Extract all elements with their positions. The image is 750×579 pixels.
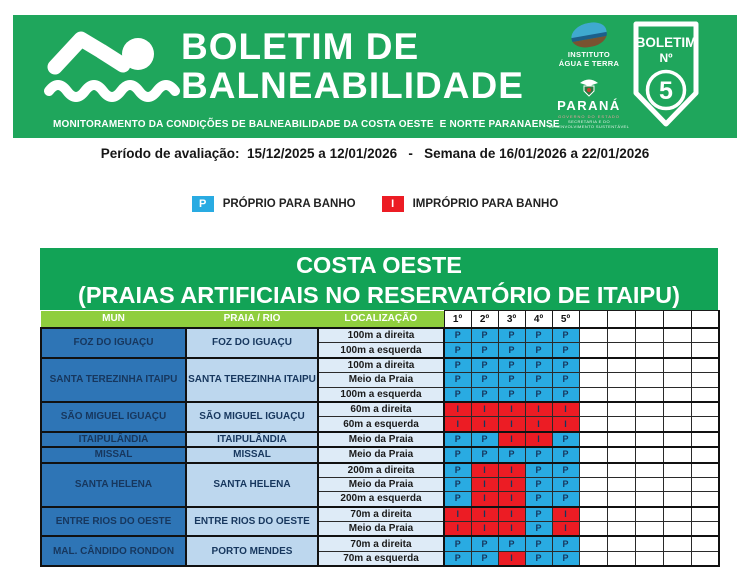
status-cell: I — [498, 432, 525, 447]
iat-logo-line2: ÁGUA E TERRA — [558, 59, 620, 68]
iat-leaf-icon — [569, 20, 609, 50]
iat-logo-line1: INSTITUTO — [567, 50, 611, 59]
empty-cell — [663, 402, 691, 417]
status-cell: P — [444, 447, 471, 462]
empty-cell — [579, 402, 607, 417]
status-cell: P — [444, 343, 471, 358]
column-header-4: 4º — [525, 311, 552, 329]
status-cell: I — [498, 551, 525, 566]
column-header-praiario: PRAIA / RIO — [186, 311, 318, 329]
status-cell: I — [525, 402, 552, 417]
empty-cell — [607, 477, 635, 491]
empty-cell — [579, 551, 607, 566]
swimmer-icon — [41, 21, 191, 116]
status-cell: I — [552, 417, 579, 432]
status-cell: P — [525, 343, 552, 358]
column-header-empty — [691, 311, 719, 329]
column-header-empty — [607, 311, 635, 329]
table-title-line2: (PRAIAS ARTIFICIAIS NO RESERVATÓRIO DE ITAIPU) — [78, 282, 680, 308]
status-cell: P — [552, 536, 579, 551]
parana-logo-sub2: SECRETARIA E DO — [568, 119, 610, 124]
column-header-2: 2º — [471, 311, 498, 329]
localizacao-cell: Meio da Praia — [318, 432, 444, 447]
empty-cell — [579, 373, 607, 387]
localizacao-cell: Meio da Praia — [318, 373, 444, 387]
empty-cell — [663, 358, 691, 373]
status-cell: P — [444, 536, 471, 551]
status-cell: I — [471, 463, 498, 478]
empty-cell — [579, 358, 607, 373]
column-header-1: 1º — [444, 311, 471, 329]
localizacao-cell: 200m a direita — [318, 463, 444, 478]
column-header-localizao: LOCALIZAÇÃO — [318, 311, 444, 329]
status-cell: P — [471, 358, 498, 373]
status-cell: I — [471, 522, 498, 537]
status-cell: P — [444, 492, 471, 507]
empty-cell — [663, 463, 691, 478]
empty-cell — [691, 402, 719, 417]
status-cell: I — [498, 402, 525, 417]
localizacao-cell: 70m a esquerda — [318, 551, 444, 566]
empty-cell — [663, 343, 691, 358]
localizacao-cell: 70m a direita — [318, 507, 444, 522]
status-cell: I — [471, 417, 498, 432]
status-cell: P — [525, 507, 552, 522]
parana-crest-icon — [579, 79, 599, 97]
empty-cell — [691, 477, 719, 491]
badge-number: 5 — [659, 77, 673, 105]
localizacao-cell: 200m a esquerda — [318, 492, 444, 507]
status-grid — [40, 310, 720, 567]
status-cell: P — [444, 328, 471, 343]
empty-cell — [691, 522, 719, 537]
empty-cell — [691, 358, 719, 373]
status-cell: I — [444, 417, 471, 432]
status-cell: I — [552, 507, 579, 522]
localizacao-cell: 100m a direita — [318, 328, 444, 343]
column-header-empty — [579, 311, 607, 329]
mun-cell: SÃO MIGUEL IGUAÇU — [41, 402, 186, 432]
status-cell: I — [498, 522, 525, 537]
empty-cell — [663, 417, 691, 432]
legend-proper-box: P — [192, 196, 214, 212]
status-cell: P — [552, 463, 579, 478]
column-header-mun: MUN — [41, 311, 186, 329]
status-cell: I — [552, 402, 579, 417]
empty-cell — [635, 551, 663, 566]
empty-cell — [663, 432, 691, 447]
status-cell: I — [552, 522, 579, 537]
empty-cell — [663, 373, 691, 387]
empty-cell — [579, 387, 607, 402]
praia-cell: ENTRE RIOS DO OESTE — [186, 507, 318, 537]
table-title — [40, 248, 718, 310]
empty-cell — [663, 477, 691, 491]
status-cell: P — [471, 328, 498, 343]
status-cell: I — [525, 432, 552, 447]
empty-cell — [663, 507, 691, 522]
mun-cell: FOZ DO IGUAÇU — [41, 328, 186, 358]
status-cell: P — [552, 373, 579, 387]
empty-cell — [635, 492, 663, 507]
status-cell: P — [444, 463, 471, 478]
empty-cell — [691, 507, 719, 522]
empty-cell — [691, 536, 719, 551]
praia-cell: PORTO MENDES — [186, 536, 318, 566]
empty-cell — [663, 328, 691, 343]
empty-cell — [691, 551, 719, 566]
empty-cell — [607, 492, 635, 507]
status-cell: P — [444, 387, 471, 402]
column-header-empty — [635, 311, 663, 329]
status-cell: I — [525, 417, 552, 432]
praia-cell: ITAIPULÂNDIA — [186, 432, 318, 447]
status-cell: I — [444, 402, 471, 417]
localizacao-cell: 60m a esquerda — [318, 417, 444, 432]
empty-cell — [607, 432, 635, 447]
status-cell: P — [444, 432, 471, 447]
empty-cell — [635, 463, 663, 478]
empty-cell — [635, 477, 663, 491]
status-cell: P — [552, 387, 579, 402]
mun-cell: ENTRE RIOS DO OESTE — [41, 507, 186, 537]
empty-cell — [607, 522, 635, 537]
column-header-row — [41, 311, 719, 329]
status-cell: P — [525, 328, 552, 343]
status-cell: P — [498, 328, 525, 343]
localizacao-cell: Meio da Praia — [318, 522, 444, 537]
column-header-3: 3º — [498, 311, 525, 329]
parana-logo-name: PARANÁ — [557, 98, 621, 113]
localizacao-cell: Meio da Praia — [318, 447, 444, 462]
bulletin-number-badge — [632, 21, 700, 129]
mun-cell: MAL. CÂNDIDO RONDON — [41, 536, 186, 566]
empty-cell — [691, 432, 719, 447]
status-cell: P — [444, 477, 471, 491]
status-cell: P — [552, 432, 579, 447]
empty-cell — [607, 463, 635, 478]
table-title-line1: COSTA OESTE — [296, 252, 462, 278]
status-cell: P — [471, 387, 498, 402]
empty-cell — [663, 522, 691, 537]
legend-improper-label: IMPRÓPRIO PARA BANHO — [412, 198, 559, 210]
localizacao-cell: 100m a direita — [318, 358, 444, 373]
empty-cell — [579, 463, 607, 478]
empty-cell — [635, 343, 663, 358]
header-band — [13, 15, 737, 138]
column-header-empty — [663, 311, 691, 329]
status-cell: P — [552, 492, 579, 507]
empty-cell — [691, 492, 719, 507]
praia-cell: MISSAL — [186, 447, 318, 462]
legend — [0, 196, 750, 212]
empty-cell — [635, 373, 663, 387]
empty-cell — [607, 373, 635, 387]
praia-cell: SANTA HELENA — [186, 463, 318, 507]
empty-cell — [635, 447, 663, 462]
bulletin-subtitle: MONITORAMENTO DA CONDIÇÕES DE BALNEABILIDADE DA COSTA OESTE E NORTE PARANAENSE — [53, 119, 560, 130]
empty-cell — [635, 507, 663, 522]
status-cell: P — [552, 343, 579, 358]
bulletin-title-line1: BOLETIM DE — [181, 26, 420, 67]
praia-cell: FOZ DO IGUAÇU — [186, 328, 318, 358]
praia-cell: SANTA TEREZINHA ITAIPU — [186, 358, 318, 402]
bulletin-title-line2: BALNEABILIDADE — [181, 65, 524, 106]
table-row — [41, 328, 719, 343]
mun-cell: ITAIPULÂNDIA — [41, 432, 186, 447]
empty-cell — [635, 432, 663, 447]
balneability-table — [40, 248, 718, 567]
status-cell: P — [525, 492, 552, 507]
empty-cell — [635, 328, 663, 343]
status-cell: P — [498, 536, 525, 551]
status-cell: I — [498, 417, 525, 432]
localizacao-cell: Meio da Praia — [318, 477, 444, 491]
status-cell: I — [471, 477, 498, 491]
empty-cell — [635, 417, 663, 432]
status-cell: I — [444, 507, 471, 522]
status-cell: P — [498, 358, 525, 373]
empty-cell — [691, 328, 719, 343]
empty-cell — [607, 447, 635, 462]
status-cell: P — [552, 328, 579, 343]
status-cell: P — [525, 463, 552, 478]
legend-proper-label: PRÓPRIO PARA BANHO — [222, 198, 356, 210]
empty-cell — [691, 447, 719, 462]
parana-logo-sub3: DESENVOLVIMENTO SUSTENTÁVEL — [548, 124, 630, 129]
empty-cell — [607, 536, 635, 551]
legend-proper — [192, 196, 356, 212]
iat-logo — [543, 23, 635, 68]
status-cell: P — [471, 343, 498, 358]
status-cell: P — [471, 536, 498, 551]
empty-cell — [607, 507, 635, 522]
status-cell: P — [444, 358, 471, 373]
status-cell: P — [498, 373, 525, 387]
empty-cell — [663, 447, 691, 462]
status-cell: I — [498, 507, 525, 522]
empty-cell — [579, 447, 607, 462]
status-cell: P — [552, 358, 579, 373]
status-cell: P — [525, 447, 552, 462]
localizacao-cell: 100m a esquerda — [318, 343, 444, 358]
empty-cell — [691, 343, 719, 358]
table-row — [41, 402, 719, 417]
status-cell: I — [498, 492, 525, 507]
empty-cell — [691, 387, 719, 402]
parana-logo — [543, 79, 635, 129]
status-cell: I — [444, 522, 471, 537]
status-cell: P — [525, 373, 552, 387]
table-row — [41, 358, 719, 373]
empty-cell — [635, 358, 663, 373]
empty-cell — [635, 387, 663, 402]
status-cell: P — [444, 373, 471, 387]
status-cell: I — [471, 507, 498, 522]
empty-cell — [663, 492, 691, 507]
empty-cell — [607, 402, 635, 417]
status-cell: P — [525, 536, 552, 551]
status-cell: I — [498, 463, 525, 478]
status-cell: P — [525, 358, 552, 373]
empty-cell — [607, 343, 635, 358]
empty-cell — [635, 402, 663, 417]
empty-cell — [579, 343, 607, 358]
badge-label-line1: BOLETIM — [635, 35, 697, 50]
table-row — [41, 463, 719, 478]
praia-cell: SÃO MIGUEL IGUAÇU — [186, 402, 318, 432]
parana-logo-sub1: GOVERNO DO ESTADO — [558, 114, 620, 119]
empty-cell — [691, 417, 719, 432]
status-cell: P — [525, 387, 552, 402]
status-cell: P — [444, 551, 471, 566]
empty-cell — [579, 328, 607, 343]
empty-cell — [579, 432, 607, 447]
status-cell: P — [525, 522, 552, 537]
empty-cell — [607, 387, 635, 402]
localizacao-cell: 60m a direita — [318, 402, 444, 417]
empty-cell — [607, 417, 635, 432]
status-cell: P — [552, 551, 579, 566]
status-cell: P — [471, 373, 498, 387]
empty-cell — [635, 522, 663, 537]
mun-cell: SANTA HELENA — [41, 463, 186, 507]
status-cell: P — [498, 387, 525, 402]
bulletin-title — [181, 27, 524, 105]
localizacao-cell: 70m a direita — [318, 536, 444, 551]
status-cell: I — [471, 492, 498, 507]
empty-cell — [579, 536, 607, 551]
empty-cell — [607, 551, 635, 566]
status-cell: P — [471, 551, 498, 566]
empty-cell — [607, 358, 635, 373]
empty-cell — [663, 387, 691, 402]
empty-cell — [635, 536, 663, 551]
status-cell: P — [471, 447, 498, 462]
table-row — [41, 507, 719, 522]
empty-cell — [607, 328, 635, 343]
table-row — [41, 536, 719, 551]
mun-cell: SANTA TEREZINHA ITAIPU — [41, 358, 186, 402]
empty-cell — [663, 536, 691, 551]
empty-cell — [691, 463, 719, 478]
empty-cell — [691, 373, 719, 387]
status-cell: P — [552, 447, 579, 462]
empty-cell — [579, 507, 607, 522]
column-header-5: 5º — [552, 311, 579, 329]
legend-improper — [382, 196, 559, 212]
empty-cell — [579, 417, 607, 432]
empty-cell — [579, 477, 607, 491]
status-cell: P — [471, 432, 498, 447]
status-cell: I — [498, 477, 525, 491]
empty-cell — [663, 551, 691, 566]
table-row — [41, 447, 719, 462]
localizacao-cell: 100m a esquerda — [318, 387, 444, 402]
status-cell: P — [552, 477, 579, 491]
status-cell: I — [471, 402, 498, 417]
status-cell: P — [525, 551, 552, 566]
status-cell: P — [498, 447, 525, 462]
evaluation-period: Período de avaliação: 15/12/2025 a 12/01/2026 - Semana de 16/01/2026 a 22/01/2026 — [100, 146, 650, 161]
status-cell: P — [525, 477, 552, 491]
status-cell: P — [498, 343, 525, 358]
mun-cell: MISSAL — [41, 447, 186, 462]
badge-label-line2: Nº — [659, 51, 673, 65]
empty-cell — [579, 522, 607, 537]
legend-improper-box: I — [382, 196, 404, 212]
empty-cell — [579, 492, 607, 507]
table-row — [41, 432, 719, 447]
